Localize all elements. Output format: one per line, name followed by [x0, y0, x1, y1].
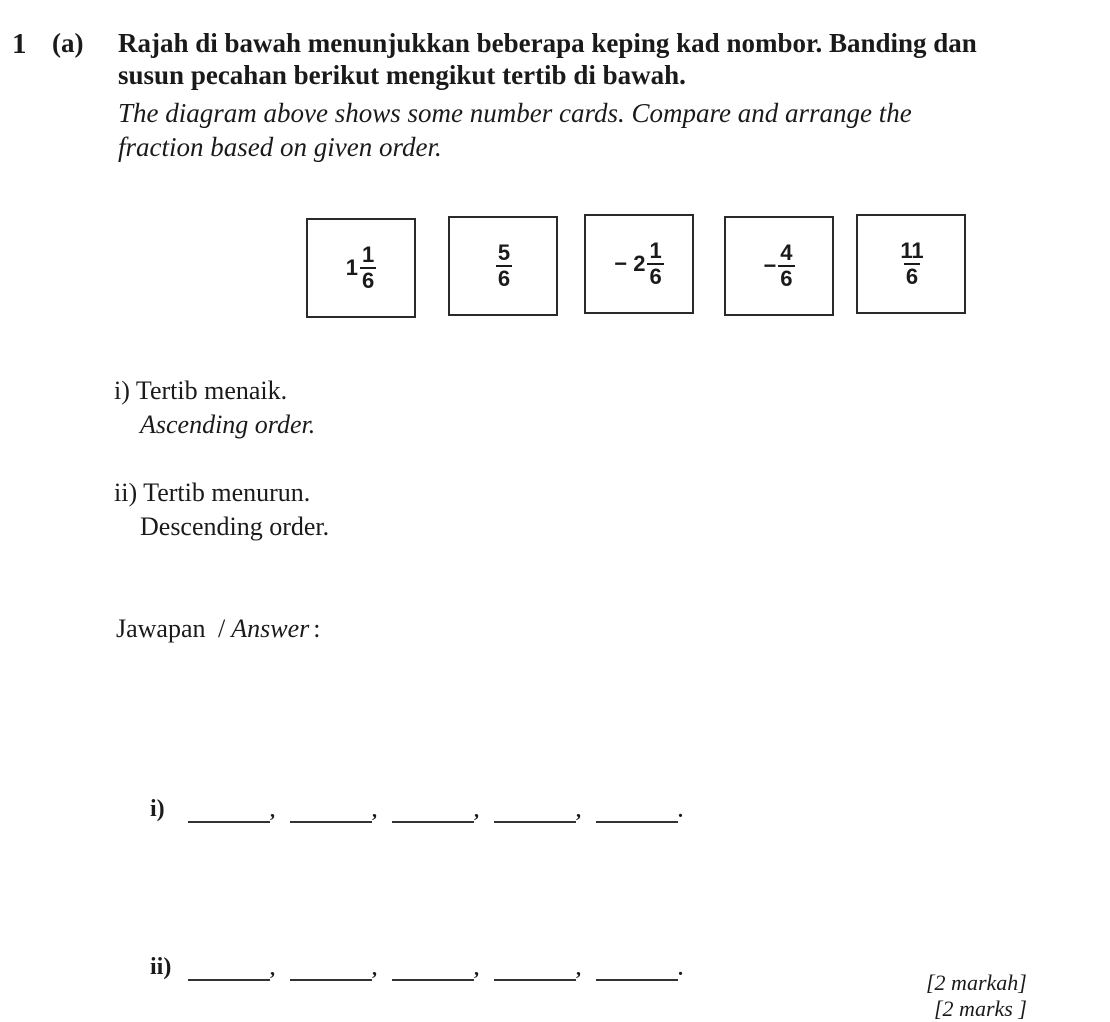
answer-blank[interactable] — [188, 957, 270, 981]
card-fraction — [360, 243, 376, 293]
number-card — [448, 216, 558, 316]
number-card — [856, 214, 966, 314]
number-card — [724, 216, 834, 316]
answer-blank[interactable] — [596, 957, 678, 981]
answer-comma: , — [270, 958, 275, 980]
card-fraction — [647, 239, 663, 289]
answer-blank[interactable] — [188, 799, 270, 823]
answer-row-label: ii) — [150, 954, 172, 980]
subpart-i-malay: i) Tertib menaik. — [114, 376, 288, 405]
english-instruction-line-2: fraction based on given order. — [118, 132, 442, 162]
card-denominator: 6 — [497, 266, 511, 291]
subpart-ii-english: Descending order. — [140, 512, 330, 541]
number-card — [306, 218, 416, 318]
answer-blank[interactable] — [392, 799, 474, 823]
card-numerator: 1 — [649, 238, 662, 263]
answer-comma: , — [372, 800, 377, 822]
answer-blank[interactable] — [494, 799, 576, 823]
card-denominator: 6 — [905, 264, 919, 289]
answer-blank[interactable] — [392, 957, 474, 981]
english-instruction-line-1: The diagram above shows some number cards. Compare and arrange the — [118, 98, 912, 128]
answer-heading-malay: Jawapan — [116, 614, 206, 643]
answer-heading — [116, 614, 320, 644]
subpart-ii-malay: ii) Tertib menurun. — [114, 478, 311, 507]
marks-english: [2 marks ] — [934, 996, 1027, 1021]
malay-instruction-line-2: susun pecahan berikut mengikut tertib di bawah. — [118, 60, 686, 90]
answer-heading-colon: : — [313, 614, 321, 643]
card-numerator: 1 — [362, 242, 375, 267]
malay-instruction-line-1: Rajah di bawah menunjukkan beberapa keping kad nombor. Banding dan — [118, 28, 977, 58]
answer-row-i — [150, 796, 698, 823]
card-fraction — [778, 241, 794, 291]
answer-comma: , — [372, 958, 377, 980]
number-card — [584, 214, 694, 314]
answer-period: . — [678, 800, 683, 822]
answer-comma: , — [474, 958, 479, 980]
card-denominator: 6 — [780, 266, 793, 291]
question-part: (a) — [52, 28, 84, 58]
card-numerator: 11 — [900, 238, 924, 263]
answer-comma: , — [270, 800, 275, 822]
card-whole: − — [763, 253, 777, 278]
answer-heading-english: Answer — [231, 614, 310, 643]
card-fraction — [898, 239, 925, 289]
card-fraction — [496, 241, 512, 291]
card-numerator: 4 — [780, 240, 793, 265]
marks-malay: [2 markah] — [926, 970, 1027, 995]
subpart-i-english: Ascending order. — [140, 410, 316, 439]
answer-blank[interactable] — [494, 957, 576, 981]
answer-row-ii — [150, 954, 698, 981]
answer-comma: , — [474, 800, 479, 822]
card-whole: − 2 — [614, 251, 646, 276]
answer-period: . — [678, 958, 683, 980]
answer-heading-separator: / — [218, 614, 226, 643]
answer-blank[interactable] — [290, 957, 372, 981]
card-numerator: 5 — [497, 240, 511, 265]
answer-blank[interactable] — [290, 799, 372, 823]
answer-comma: , — [576, 800, 581, 822]
answer-row-label: i) — [150, 796, 165, 822]
question-number: 1 — [12, 28, 27, 60]
card-denominator: 6 — [649, 264, 662, 289]
answer-blank[interactable] — [596, 799, 678, 823]
card-denominator: 6 — [362, 268, 375, 293]
answer-comma: , — [576, 958, 581, 980]
card-whole: 1 — [345, 255, 358, 280]
